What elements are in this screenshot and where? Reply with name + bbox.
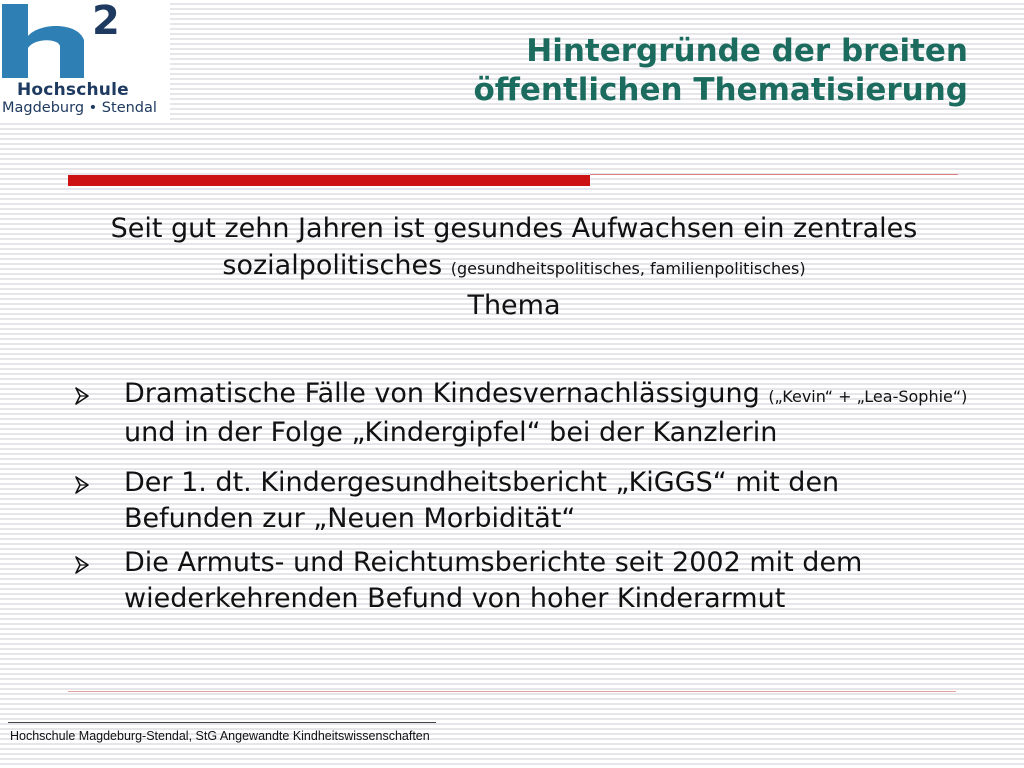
logo-city: Magdeburg • Stendal [2,100,157,116]
bullet-item [72,465,972,537]
footer-rule [8,722,436,723]
logo-name: Hochschule [17,80,129,100]
title-accent-bar [68,175,590,186]
intro-text: Seit gut zehn Jahren ist gesundes Aufwachsen ein zentrales sozialpolitisches [110,213,918,281]
bullet-text: Der 1. dt. Kindergesundheitsbericht „KiGGS“ mit den Befunden zur „Neuen Morbidität“ [124,467,840,534]
logo-superscript: 2 [92,0,120,44]
slide-title-line-1: Hintergründe der breiten [526,33,968,69]
title-accent-line [590,174,958,175]
bullet-text: Die Armuts- und Reichtumsberichte seit 2002 mit dem wiederkehrenden Befund von hoher Kinderarmut [124,547,863,614]
intro-parenthetical: (gesundheitspolitisches, familienpolitisches) [450,259,806,278]
arrow-right-icon [74,475,98,495]
bullet-list [72,376,972,625]
bullet-item [72,376,972,451]
bullet-text: Dramatische Fälle von Kindesvernachlässigung [124,378,769,409]
footer-text: Hochschule Magdeburg-Stendal, StG Angewandte Kindheitswissenschaften [10,729,430,743]
slide-title-line-2: öffentlichen Thematisierung [473,72,968,108]
intro-text-end: Thema [467,290,561,321]
intro-paragraph [100,210,928,324]
bullet-parenthetical: („Kevin“ + „Lea-Sophie“) [768,387,968,406]
bullet-text-end: und in der Folge „Kindergipfel“ bei der Kanzlerin [124,417,778,448]
slide-title [368,32,968,110]
bottom-divider [68,691,956,692]
arrow-right-icon [74,555,98,575]
university-logo [0,0,170,122]
bullet-item [72,545,972,617]
arrow-right-icon [74,386,98,406]
